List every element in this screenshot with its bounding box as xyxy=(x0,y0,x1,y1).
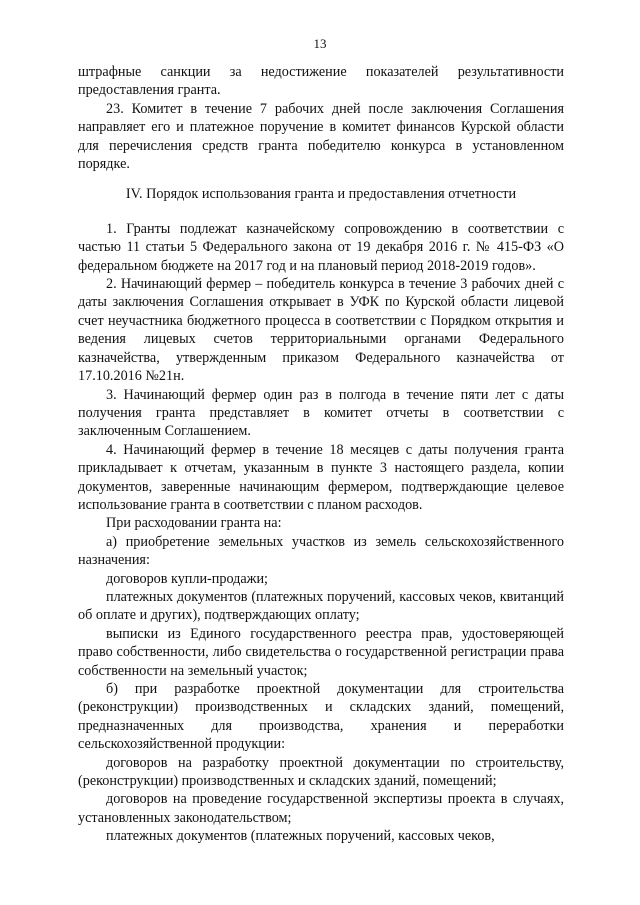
paragraph-23: 23. Комитет в течение 7 рабочих дней после заключения Соглашения направляет его и платежное поручение в комитет финансов Курской области для перечисления средств гранта победителю конкурса в установленном порядке. xyxy=(78,100,564,173)
paragraph-item-b: б) при разработке проектной документации для строительства (реконструкции) производственных и складских зданий, помещений, предназначенных для производства, хранения и переработки сельскохозяйственной продукции: xyxy=(78,681,564,753)
document-body xyxy=(78,63,564,846)
paragraph-payment-docs-2: платежных документов (платежных поручений, кассовых чеков, xyxy=(106,828,495,845)
paragraph-grant-spending: При расходовании гранта на: xyxy=(106,515,282,532)
paragraph-continuation: штрафные санкции за недостижение показателей результативности предоставления гранта. xyxy=(78,64,564,99)
section-heading: IV. Порядок использования гранта и предоставления отчетности xyxy=(125,186,517,203)
paragraph-1: 1. Гранты подлежат казначейскому сопровождению в соответствии с частью 11 статьи 5 Федерального закона от 19 декабря 2016 г. № 415-ФЗ «О федеральном бюджете на 2017 год и на плановый период 2018-2019 годов». xyxy=(78,220,564,274)
paragraph-sale-contracts: договоров купли-продажи; xyxy=(106,570,268,587)
paragraph-item-a: а) приобретение земельных участков из земель сельскохозяйственного назначения: xyxy=(78,533,564,569)
paragraph-expertise-contracts: договоров на проведение государственной экспертизы проекта в случаях, установленных законодательством; xyxy=(78,791,564,826)
paragraph-payment-docs: платежных документов (платежных поручений, кассовых чеков, квитанций об оплате и других), подтверждающих оплату; xyxy=(78,588,564,624)
paragraph-registry-extract: выписки из Единого государственного реестра прав, удостоверяющей право собственности, либо свидетельства о государственной регистрации права собственности на земельный участок; xyxy=(78,625,564,679)
paragraph-2: 2. Начинающий фермер – победитель конкурса в течение 3 рабочих дней с даты заключения Соглашения открывает в УФК по Курской области лицевой счет неучастника бюджетного процесса в соответствии с Порядком открытия и ведения лицевых счетов территориальными органами Федерального казначейства, утвержденным приказом Федерального казначейства от 17.10.2016 №21н. xyxy=(78,276,564,385)
paragraph-4: 4. Начинающий фермер в течение 18 месяцев с даты получения гранта прикладывает к отчетам, указанным в пункте 3 настоящего раздела, копии документов, заверенные начинающим фермером, подтверждающие целевое использование гранта в соответствии с планом расходов. xyxy=(78,441,564,513)
paragraph-3: 3. Начинающий фермер один раз в полгода в течение пяти лет с даты получения гранта представляет в комитет отчеты в соответствии с заключенным Соглашением. xyxy=(78,386,564,440)
page-number: 13 xyxy=(313,36,327,51)
paragraph-design-contracts: договоров на разработку проектной документации по строительству, (реконструкции) производственных и складских зданий, помещений; xyxy=(78,754,564,790)
